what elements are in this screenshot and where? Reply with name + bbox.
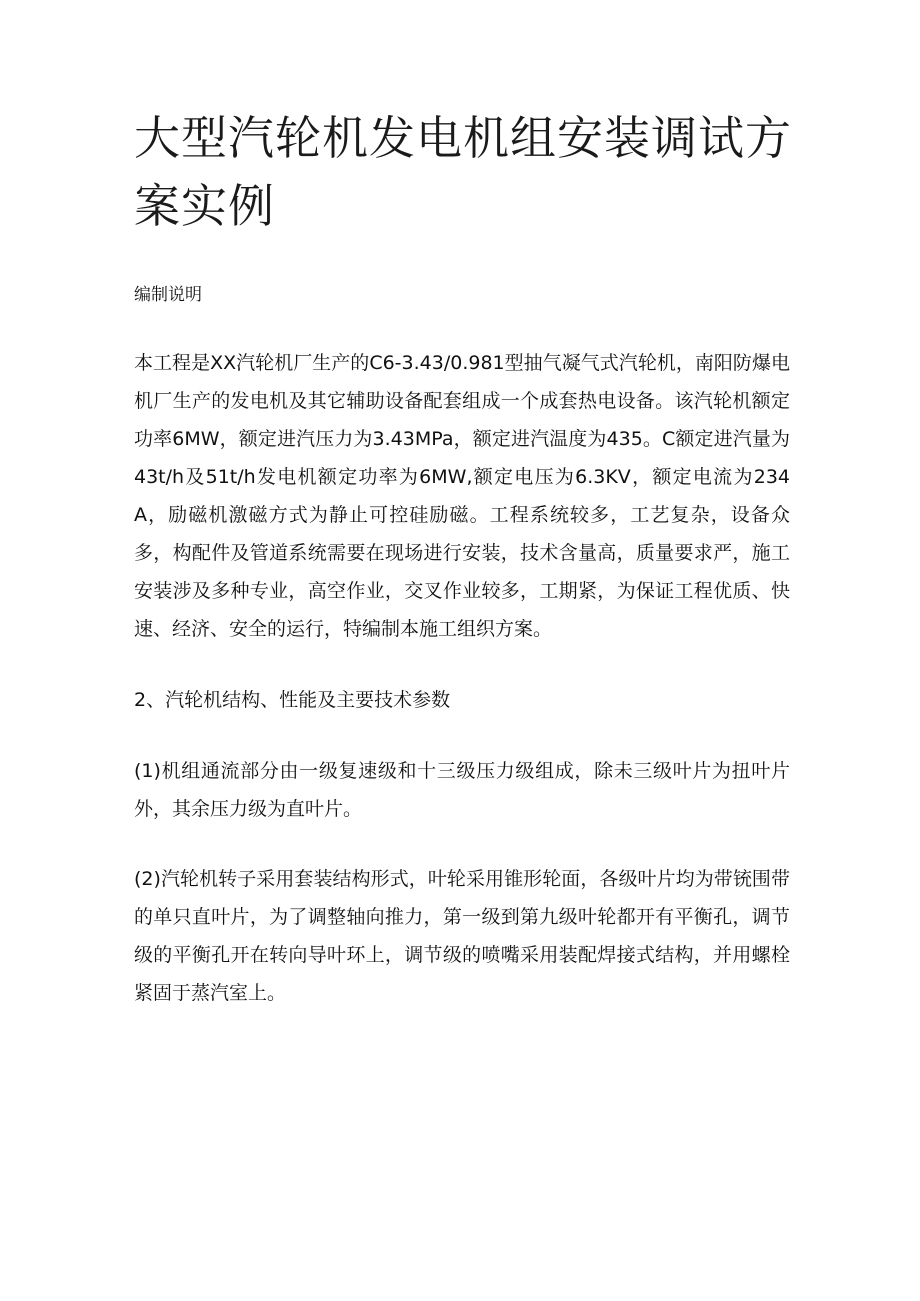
paragraph-item-1: (1)机组通流部分由一级复速级和十三级压力级组成，除未三级叶片为扭叶片外，其余压力级为直叶片。 — [134, 760, 790, 820]
section-label: 编制说明 — [134, 285, 202, 305]
paragraph-section-heading: 2、汽轮机结构、性能及主要技术参数 — [134, 689, 451, 711]
paragraph-item-2: (2)汽轮机转子采用套装结构形式，叶轮采用锥形轮面，各级叶片均为带铳围带的单只直叶片，为了调整轴向推力，第一级到第九级叶轮都开有平衡孔，调节级的平衡孔开在转向导叶环上，调节级的喷嘴采用装配焊接式结构，并用螺栓紧固于蒸汽室上。 — [134, 868, 790, 1004]
document-title: 大型汽轮机发电机组安装调试方案实例 — [134, 111, 792, 233]
paragraph-intro: 本工程是XX汽轮机厂生产的C6-3.43/0.981型抽气凝气式汽轮机，南阳防爆电机厂生产的发电机及其它辅助设备配套组成一个成套热电设备。该汽轮机额定功率6MW，额定进汽压力为3.43MPa，额定进汽温度为435。C额定进汽量为43t/h及51t/h发电机额定功率为6MW,额定电压为6.3KV，额定电流为234A，励磁机激磁方式为静止可控硅励磁。工程系统较多，工艺复杂，设备众多，构配件及管道系统需要在现场进行安装，技术含量高，质量要求严，施工安装涉及多种专业，高空作业，交叉作业较多，工期紧，为保证工程优质、快速、经济、安全的运行，特编制本施工组织方案。 — [134, 352, 790, 640]
